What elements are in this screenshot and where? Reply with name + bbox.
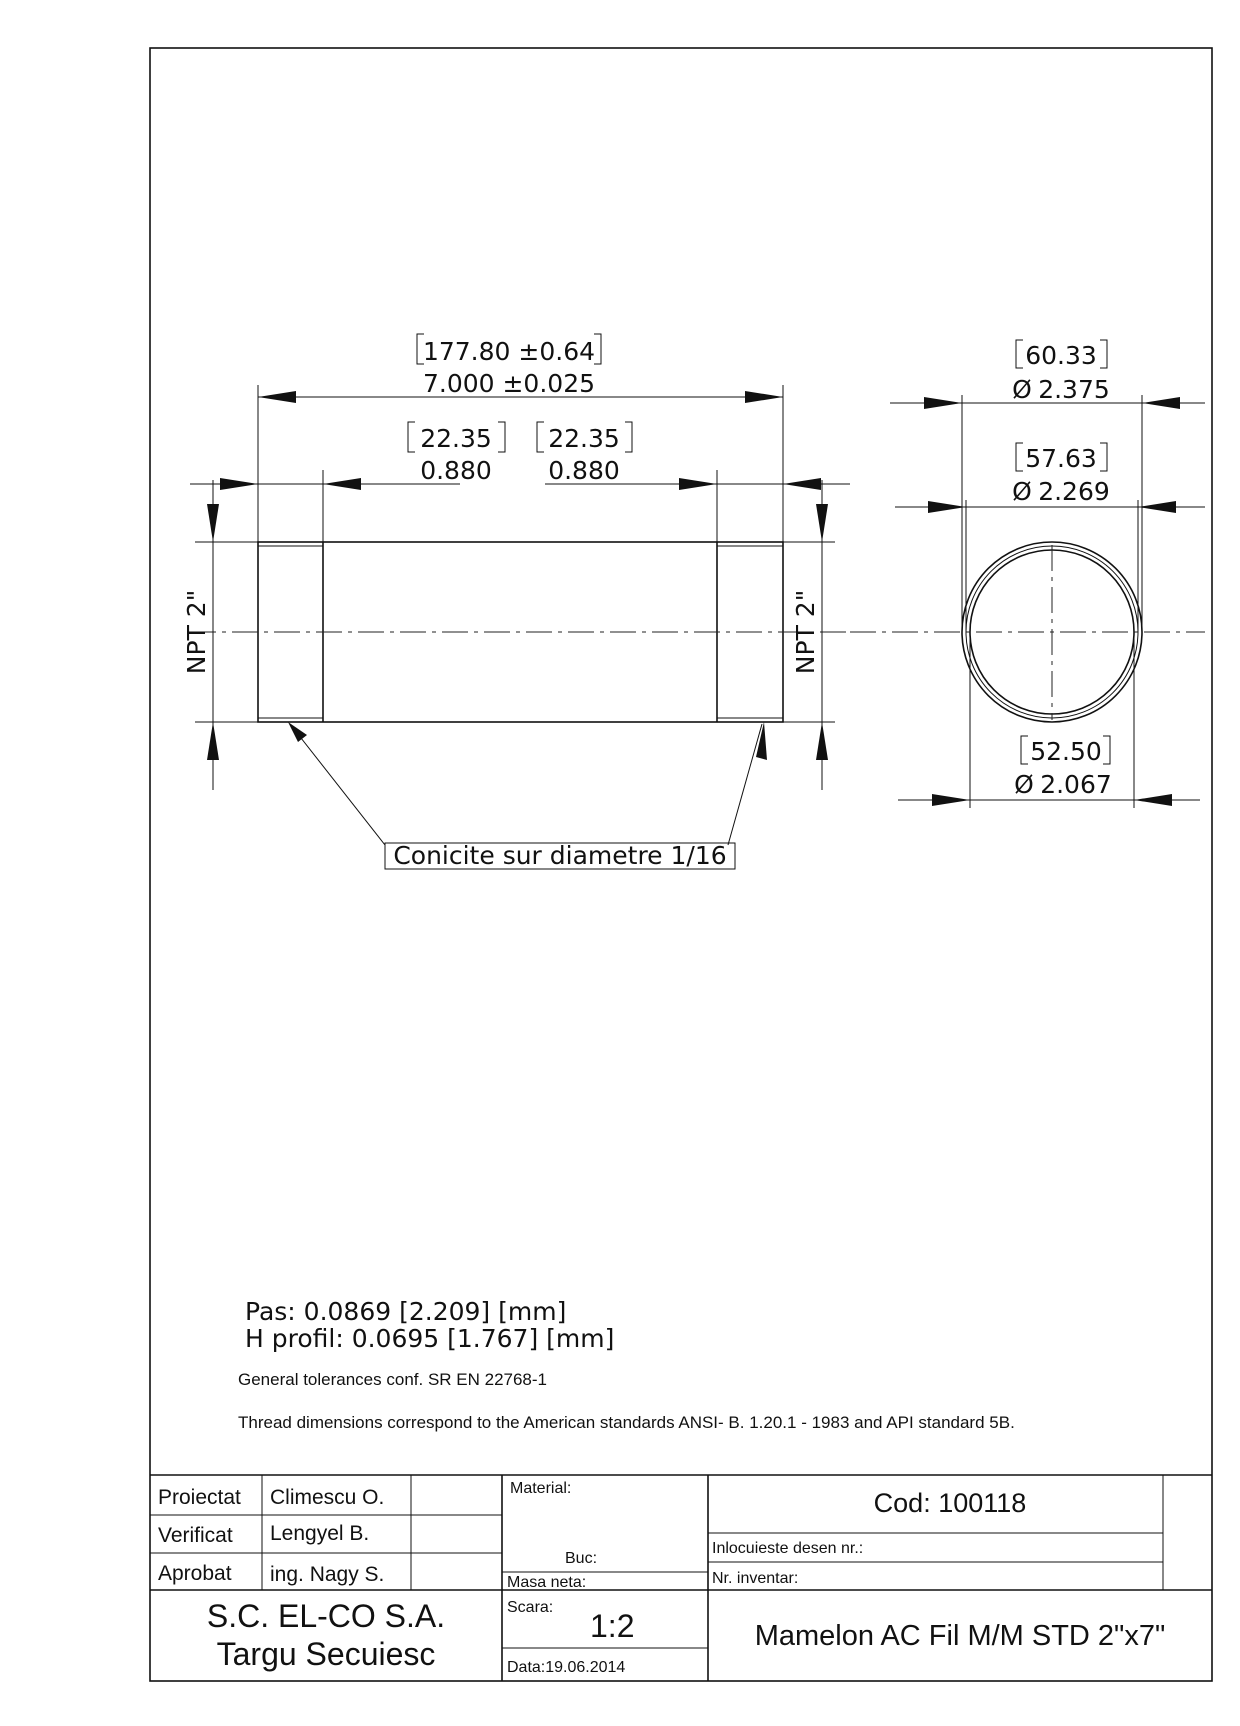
role-aprobat: Aprobat (158, 1562, 232, 1585)
taper-note: Conicite sur diametre 1/16 (393, 841, 727, 870)
overall-length-in: 7.000 ±0.025 (422, 369, 596, 398)
thread-length-right-in: 0.880 (548, 456, 620, 485)
thread-length-left-in: 0.880 (420, 456, 492, 485)
company-line1: S.C. EL-CO S.A. (206, 1598, 446, 1634)
note-standards: Thread dimensions correspond to the American standards ANSI- B. 1.20.1 - 1983 and API standard 5B. (238, 1413, 1015, 1432)
inner-diameter-sym: Ø (1014, 770, 1034, 799)
thread-diameter-in: 2.269 (1038, 477, 1110, 506)
note-pitch: Pas: 0.0869 [2.209] [mm] (245, 1297, 567, 1326)
name-aprobat: ing. Nagy S. (270, 1563, 385, 1586)
scale-label: Scara: (507, 1599, 554, 1616)
drawing-date: Data:19.06.2014 (507, 1659, 626, 1676)
material-label: Material: (510, 1480, 572, 1497)
note-profile: H profil: 0.0695 [1.767] [mm] (245, 1324, 615, 1353)
outer-diameter-sym: Ø (1012, 375, 1032, 404)
outer-diameter-in: 2.375 (1038, 375, 1110, 404)
thread-diameter-sym: Ø (1012, 477, 1032, 506)
inventory-label: Nr. inventar: (712, 1570, 799, 1587)
title-block (150, 1475, 1212, 1681)
name-verificat: Lengyel B. (270, 1522, 370, 1545)
mass-label: Masa neta: (507, 1574, 587, 1591)
role-proiectat: Proiectat (158, 1486, 241, 1509)
part-code: Cod: 100118 (873, 1488, 1027, 1518)
thread-length-left-mm: 22.35 (420, 424, 492, 453)
outer-diameter-mm: 60.33 (1025, 341, 1097, 370)
overall-length-mm: 177.80 ±0.64 (422, 337, 596, 366)
role-verificat: Verificat (158, 1524, 233, 1547)
part-name: Mamelon AC Fil M/M STD 2"x7" (754, 1620, 1166, 1652)
taper-leader-right (728, 724, 762, 845)
taper-leader-left (290, 724, 385, 845)
company-line2: Targu Secuiesc (216, 1636, 436, 1672)
replaces-label: Inlocuieste desen nr.: (712, 1540, 864, 1557)
thread-diameter-mm: 57.63 (1025, 444, 1097, 473)
npt-label-left: NPT 2" (182, 589, 211, 675)
npt-label-right: NPT 2" (791, 589, 820, 675)
thread-length-right-mm: 22.35 (548, 424, 620, 453)
note-tolerances: General tolerances conf. SR EN 22768-1 (238, 1370, 548, 1389)
end-view (850, 340, 1205, 808)
inner-diameter-in: 2.067 (1040, 770, 1112, 799)
inner-diameter-mm: 52.50 (1030, 737, 1102, 766)
scale-value: 1:2 (590, 1608, 635, 1644)
side-view (182, 334, 850, 870)
name-proiectat: Climescu O. (270, 1486, 385, 1509)
notes (238, 1297, 1015, 1432)
buc-label: Buc: (565, 1550, 598, 1567)
